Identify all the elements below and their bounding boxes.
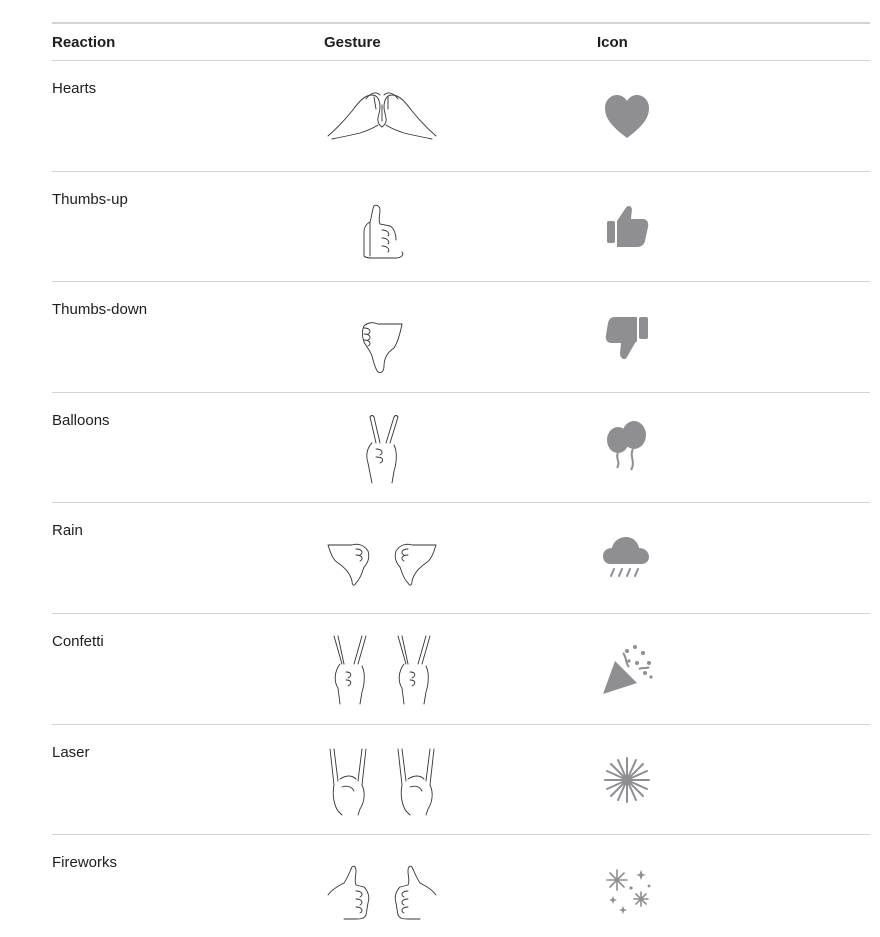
reaction-name: Balloons (52, 411, 110, 429)
reaction-name: Fireworks (52, 854, 118, 872)
two-rock-on-hands-gesture (326, 745, 438, 825)
reaction-name: Confetti (52, 632, 104, 650)
table-row (52, 61, 870, 172)
reaction-name: Laser (52, 743, 90, 761)
icon-cell (597, 614, 870, 724)
icon-cell (597, 503, 870, 613)
laser-burst-icon (599, 750, 655, 810)
table-header-row (52, 24, 870, 61)
gesture-cell (324, 393, 597, 503)
gesture-cell (324, 614, 597, 724)
icon-cell (597, 172, 870, 282)
column-header-icon: Icon (597, 34, 628, 51)
two-thumbs-down-gesture (326, 523, 438, 603)
table-row (52, 172, 870, 283)
two-peace-signs-gesture (326, 634, 438, 714)
icon-cell (597, 725, 870, 835)
thumbs-up-hand-gesture (326, 192, 438, 272)
fireworks-icon (599, 860, 655, 920)
thumbs-up-icon (599, 197, 655, 257)
reaction-name: Thumbs-down (52, 301, 148, 319)
icon-cell (597, 393, 870, 503)
icon-cell (597, 61, 870, 171)
thumbs-down-hand-gesture (326, 302, 438, 382)
peace-sign-hand-gesture (326, 413, 438, 493)
table-row (52, 503, 870, 614)
icon-cell (597, 835, 870, 935)
table-row (52, 614, 870, 725)
gesture-cell (324, 282, 597, 392)
balloons-icon (599, 418, 655, 478)
table-row (52, 725, 870, 836)
two-thumbs-up-gesture (326, 855, 438, 935)
reactions-table (52, 22, 870, 935)
column-header-reaction: Reaction (52, 34, 116, 51)
party-popper-icon (599, 639, 655, 699)
reaction-name: Rain (52, 522, 83, 540)
gesture-cell (324, 725, 597, 835)
rain-cloud-icon (599, 528, 655, 588)
table-row (52, 393, 870, 504)
column-header-gesture: Gesture (324, 34, 381, 51)
icon-cell (597, 282, 870, 392)
reaction-name: Hearts (52, 80, 97, 97)
gesture-cell (324, 503, 597, 613)
gesture-cell (324, 61, 597, 171)
two-hands-heart-gesture (326, 81, 438, 161)
table-row (52, 282, 870, 393)
thumbs-down-icon (599, 307, 655, 367)
gesture-cell (324, 835, 597, 935)
heart-icon (599, 86, 655, 146)
table-row (52, 835, 870, 935)
gesture-cell (324, 172, 597, 282)
reaction-name: Thumbs-up (52, 190, 128, 208)
